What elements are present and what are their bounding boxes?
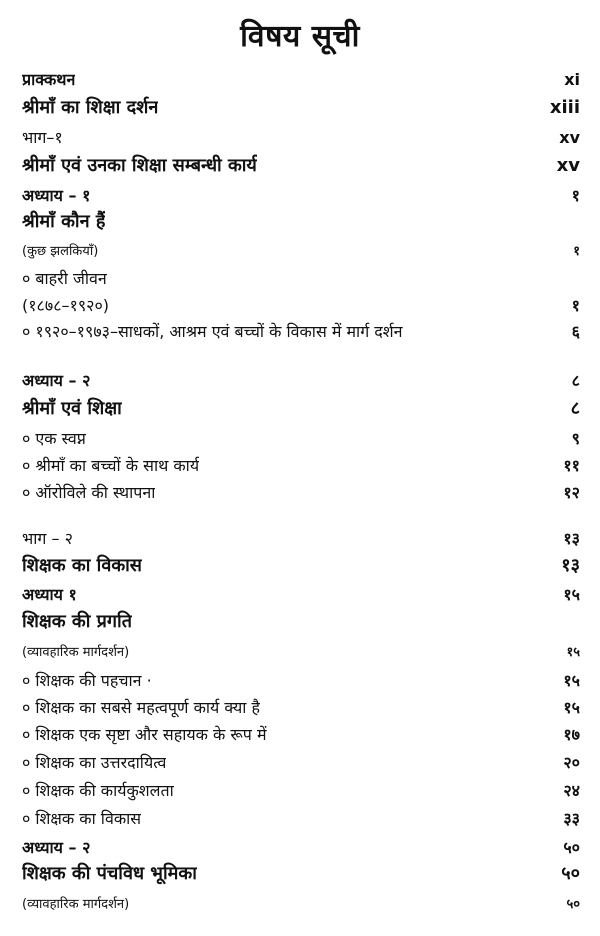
toc-row — [22, 583, 580, 605]
toc-row — [22, 836, 580, 858]
toc-entry-text: शिक्षक का विकास — [22, 555, 142, 576]
toc-page-number: १५ — [563, 698, 580, 717]
toc-entry-text: ० एक स्वप्न — [22, 429, 86, 448]
toc-entry-text: श्रीमाँ कौन हैं — [22, 211, 106, 232]
toc-entry-text: शिक्षक की प्रगति — [22, 611, 132, 632]
toc-page-number: xv — [559, 128, 580, 147]
toc-entry-text: ० शिक्षक का विकास — [22, 809, 142, 828]
toc-row — [22, 126, 580, 148]
toc-page-number: १५ — [566, 645, 580, 660]
toc-row — [22, 669, 580, 691]
toc-row — [22, 396, 580, 420]
toc-row — [22, 553, 580, 577]
toc-row — [22, 294, 580, 316]
toc-page-number: १७ — [563, 725, 580, 744]
toc-row — [22, 267, 580, 289]
toc-row — [22, 241, 580, 259]
toc-row — [22, 95, 580, 119]
toc-row — [22, 861, 580, 885]
toc-page-number: ३३ — [563, 809, 580, 828]
toc-row — [22, 153, 580, 177]
toc-page-number: ५० — [566, 897, 580, 912]
toc-entry-text: अध्याय – २ — [22, 371, 91, 390]
toc-row — [22, 696, 580, 718]
toc-page-number: १ — [573, 244, 580, 259]
toc-page-number: १२ — [563, 483, 580, 502]
toc-row — [22, 527, 580, 549]
toc-entry-text: ० शिक्षक एक सृष्टा और सहायक के रूप में — [22, 725, 267, 744]
toc-page-number: xi — [564, 70, 580, 89]
toc-page-number: xiii — [549, 97, 580, 118]
toc-page-number: १ — [571, 296, 580, 315]
toc-entry-text: भाग–१ — [22, 128, 63, 147]
toc-page-number: १ — [571, 186, 580, 205]
toc-page-number: १३ — [561, 555, 580, 576]
toc-page-number: ११ — [563, 456, 580, 475]
toc-page-number: ६ — [571, 322, 580, 341]
toc-row — [22, 454, 580, 476]
toc-entry-text: अध्याय १ — [22, 585, 77, 604]
toc-entry-text: अध्याय – १ — [22, 186, 91, 205]
toc-row — [22, 184, 580, 206]
toc-entry-text: ० शिक्षक का सबसे महत्वपूर्ण कार्य क्या है — [22, 698, 260, 717]
toc-entry-text: श्रीमाँ एवं उनका शिक्षा सम्बन्धी कार्य — [22, 155, 257, 176]
toc-entry-text: श्रीमाँ एवं शिक्षा — [22, 398, 122, 419]
toc-entry-text: अध्याय – २ — [22, 838, 91, 857]
toc-row — [22, 723, 580, 745]
toc-entry-text: भाग – २ — [22, 529, 73, 548]
toc-entry-text: (१८७८–१९२०) — [22, 296, 110, 315]
toc-entry-text: ० बाहरी जीवन — [22, 269, 107, 288]
toc-entry-text: ० १९२०–१९७३–साधकों, आश्रम एवं बच्चों के विकास में मार्ग दर्शन — [22, 322, 403, 341]
toc-page-number: xv — [556, 155, 580, 176]
toc-page-number: २४ — [563, 781, 580, 800]
toc-row — [22, 427, 580, 449]
toc-page-number: १५ — [563, 671, 580, 690]
toc-page-number: २० — [563, 753, 580, 772]
toc-page-number: ९ — [571, 429, 580, 448]
toc-entry-text: ० शिक्षक की कार्यकुशलता — [22, 781, 174, 800]
toc-page-number: ५० — [563, 838, 580, 857]
toc-row — [22, 68, 580, 90]
toc-page-number: ८ — [571, 371, 580, 390]
toc-entry-text: ० शिक्षक की पहचान · — [22, 671, 152, 690]
toc-row — [22, 481, 580, 503]
toc-entry-text: ० शिक्षक का उत्तरदायित्व — [22, 753, 167, 772]
toc-entry-text: ० ऑरोविले की स्थापना — [22, 483, 156, 502]
toc-row — [22, 369, 580, 391]
toc-entry-text: प्राक्कथन — [22, 70, 76, 89]
toc-entry-text: (व्यावहारिक मार्गदर्शन) — [22, 645, 130, 660]
toc-entry-text: श्रीमाँ का शिक्षा दर्शन — [22, 97, 159, 118]
toc-entry-text: शिक्षक की पंचविध भूमिका — [22, 863, 197, 884]
toc-row — [22, 320, 580, 342]
toc-row — [22, 751, 580, 773]
toc-row — [22, 609, 580, 633]
toc-page-number: १५ — [563, 585, 580, 604]
toc-row — [22, 779, 580, 801]
toc-row — [22, 209, 580, 233]
toc-entry-text: ० श्रीमाँ का बच्चों के साथ कार्य — [22, 456, 200, 475]
toc-row — [22, 642, 580, 660]
toc-row — [22, 894, 580, 912]
toc-page-number: १३ — [563, 529, 580, 548]
toc-row — [22, 807, 580, 829]
toc-page-number: ८ — [570, 398, 580, 419]
page-title: विषय सूची — [240, 19, 360, 54]
toc-entry-text: (कुछ झलकियाँ) — [22, 244, 99, 259]
toc-page-number: ५० — [561, 863, 580, 884]
toc-entry-text: (व्यावहारिक मार्गदर्शन) — [22, 897, 130, 912]
